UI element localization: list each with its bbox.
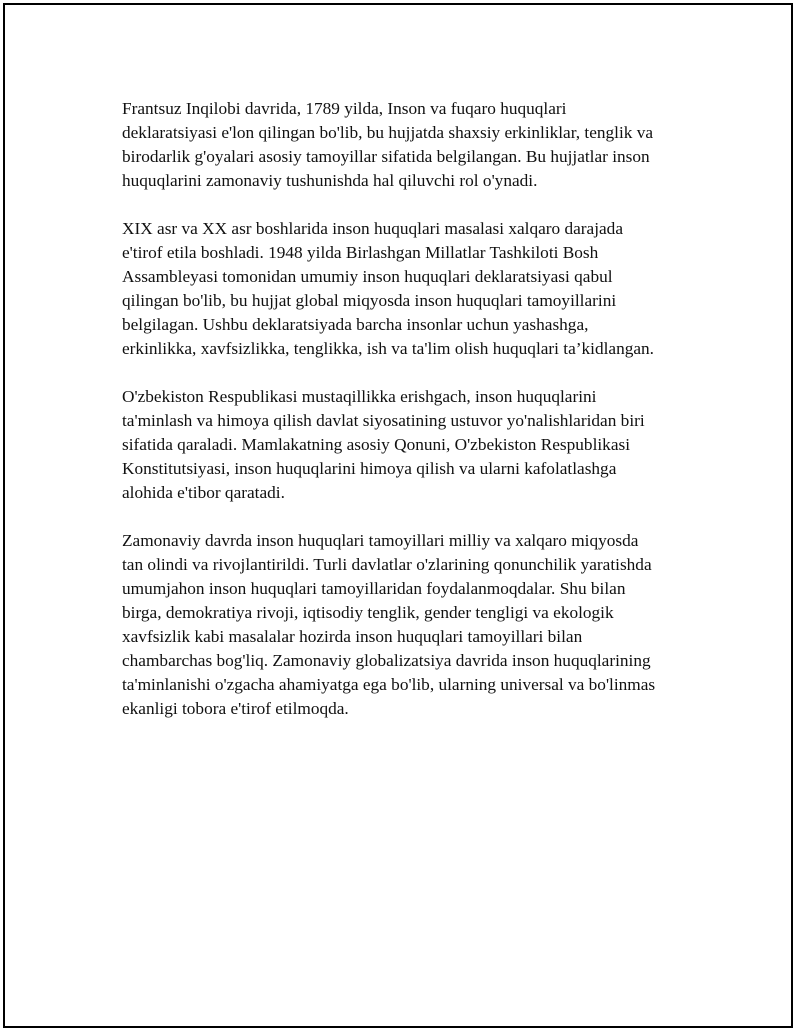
text-line: tan olindi va rivojlantirildi. Turli davlatlar o'zlarining qonunchilik yaratishda <box>122 555 652 574</box>
text-line: ta'minlanishi o'zgacha ahamiyatga ega bo'lib, ularning universal va bo'linmas <box>122 675 656 694</box>
text-line: e'tirof etila boshladi. 1948 yilda Birlashgan Millatlar Tashkiloti Bosh <box>122 243 599 262</box>
document-body <box>122 97 702 745</box>
text-line: ta'minlash va himoya qilish davlat siyosatining ustuvor yo'nalishlaridan biri <box>122 411 645 430</box>
text-line: Zamonaviy davrda inson huquqlari tamoyillari milliy va xalqaro miqyosda <box>122 531 639 550</box>
text-line: sifatida qaraladi. Mamlakatning asosiy Qonuni, O'zbekiston Respublikasi <box>122 435 631 454</box>
paragraph-2 <box>122 217 702 361</box>
text-line: Assambleyasi tomonidan umumiy inson huquqlari deklaratsiyasi qabul <box>122 267 613 286</box>
text-line: umumjahon inson huquqlari tamoyillaridan foydalanmoqdalar. Shu bilan <box>122 579 626 598</box>
text-line: Frantsuz Inqilobi davrida, 1789 yilda, Inson va fuqaro huquqlari <box>122 99 567 118</box>
text-line: birga, demokratiya rivoji, iqtisodiy tenglik, gender tengligi va ekologik <box>122 603 614 622</box>
text-line: alohida e'tibor qaratadi. <box>122 483 285 502</box>
text-line: deklaratsiyasi e'lon qilingan bo'lib, bu hujjatda shaxsiy erkinliklar, tenglik va <box>122 123 654 142</box>
text-line: O'zbekiston Respublikasi mustaqillikka erishgach, inson huquqlarini <box>122 387 597 406</box>
text-line: qilingan bo'lib, bu hujjat global miqyosda inson huquqlari tamoyillarini <box>122 291 617 310</box>
paragraph-4 <box>122 529 702 721</box>
paragraph-1 <box>122 97 702 193</box>
text-line: birodarlik g'oyalari asosiy tamoyillar sifatida belgilangan. Bu hujjatlar inson <box>122 147 650 166</box>
text-line: belgilagan. Ushbu deklaratsiyada barcha insonlar uchun yashashga, <box>122 315 589 334</box>
page-frame <box>3 3 793 1028</box>
text-line: huquqlarini zamonaviy tushunishda hal qiluvchi rol o'ynadi. <box>122 171 538 190</box>
text-line: erkinlikka, xavfsizlikka, tenglikka, ish va ta'lim olish huquqlari ta’kidlangan. <box>122 339 654 358</box>
text-line: ekanligi tobora e'tirof etilmoqda. <box>122 699 349 718</box>
paragraph-3 <box>122 385 702 505</box>
text-line: Konstitutsiyasi, inson huquqlarini himoya qilish va ularni kafolatlashga <box>122 459 617 478</box>
text-line: chambarchas bog'liq. Zamonaviy globalizatsiya davrida inson huquqlarining <box>122 651 651 670</box>
text-line: XIX asr va XX asr boshlarida inson huquqlari masalasi xalqaro darajada <box>122 219 623 238</box>
text-line: xavfsizlik kabi masalalar hozirda inson huquqlari tamoyillari bilan <box>122 627 583 646</box>
